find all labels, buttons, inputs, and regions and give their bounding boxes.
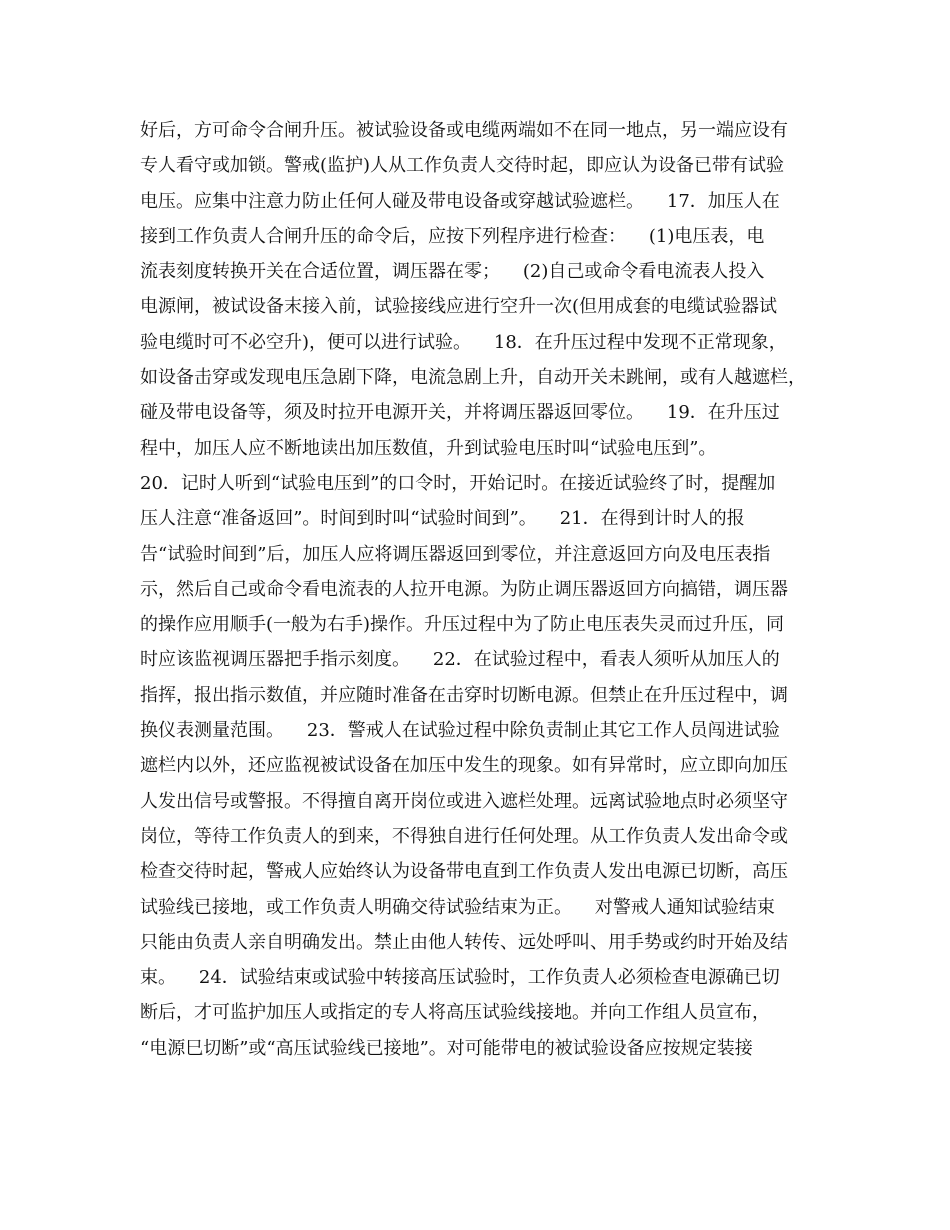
text-line: 压人注意“准备返回”。时间到时叫“试验时间到”。 21．在得到计时人的报 [140,508,745,530]
text-line: 专人看守或加锁。警戒(监护)人从工作负责人交待时起，即应认为设备已带有试验 [140,155,785,177]
text-line: 只能由负责人亲自明确发出。禁止由他人转传、远处呼叫、用手势或约时开始及结 [140,931,788,953]
text-line: 电压。应集中注意力防止任何人碰及带电设备或穿越试验遮栏。 17．加压人在 [140,190,780,212]
text-line: 接到工作负责人合闸升压的命令后，应按下列程序进行检查： (1)电压表，电 [140,225,765,247]
text-line: 电源闸，被试设备末接入前，试验接线应进行空升一次(但用成套的电缆试验器试 [140,296,778,318]
text-line: 程中，加压人应不断地读出加压数值，升到试验电压时叫“试验电压到”。 [140,437,717,459]
text-line: 告“试验时间到”后，加压人应将调压器返回到零位，并注意返回方向及电压表指 [140,543,771,565]
text-line: “电源巳切断”或“高压试验线已接地”。对可能带电的被试验设备应按规定装接 [140,1037,753,1059]
text-line: 20．记时人听到“试验电压到”的口令时，开始记时。在接近试验终了时，提醒加 [140,472,776,494]
text-line: 遮栏内以外，还应监视被试设备在加压中发生的现象。如有异常时，应立即向加压 [140,755,788,777]
text-line: 流表刻度转换开关在合适位置，调压器在零； (2)自己或命令看电流表人投入 [140,261,765,283]
text-line: 示，然后自己或命令看电流表的人拉开电源。为防止调压器返回方向搞错，调压器 [140,578,788,600]
text-line: 换仪表测量范围。 23．警戒人在试验过程中除负责制止其它工作人员闯进试验 [140,720,780,742]
text-line: 试验线已接地，或工作负责人明确交待试验结束为正。 对警戒人通知试验结束 [140,896,775,918]
body-text [140,113,820,1066]
text-line: 人发出信号或警报。不得擅自离开岗位或进入遮栏处理。远离试验地点时必须坚守 [140,790,788,812]
text-line: 碰及带电设备等，须及时拉开电源开关，并将调压器返回零位。 19．在升压过 [140,402,780,424]
text-line: 断后，才可监护加压人或指定的专人将高压试验线接地。并向工作组人员宣布， [140,1002,770,1024]
text-line: 检查交待时起，警戒人应始终认为设备带电直到工作负责人发出电源已切断，高压 [140,861,788,883]
text-line: 如设备击穿或发现电压急剧下降，电流急剧上升，自动开关未跳闸，或有人越遮栏， [140,367,806,389]
text-line: 的操作应用顺手(一般为右手)操作。升压过程中为了防止电压表失灵而过升压，同 [140,614,785,636]
text-line: 束。 24．试验结束或试验中转接高压试验时，工作负责人必须检查电源确已切 [140,967,780,989]
text-line: 验电缆时可不必空升)，便可以进行试验。 18．在升压过程中发现不正常现象， [140,331,787,353]
text-line: 岗位，等待工作负责人的到来，不得独自进行任何处理。从工作负责人发出命令或 [140,825,788,847]
text-line: 时应该监视调压器把手指示刻度。 22．在试验过程中，看表人须听从加压人的 [140,649,780,671]
text-line: 好后，方可命令合闸升压。被试验设备或电缆两端如不在同一地点，另一端应设有 [140,120,788,141]
text-line: 指挥，报出指示数值，并应随时准备在击穿时切断电源。但禁止在升压过程中，调 [140,684,788,706]
